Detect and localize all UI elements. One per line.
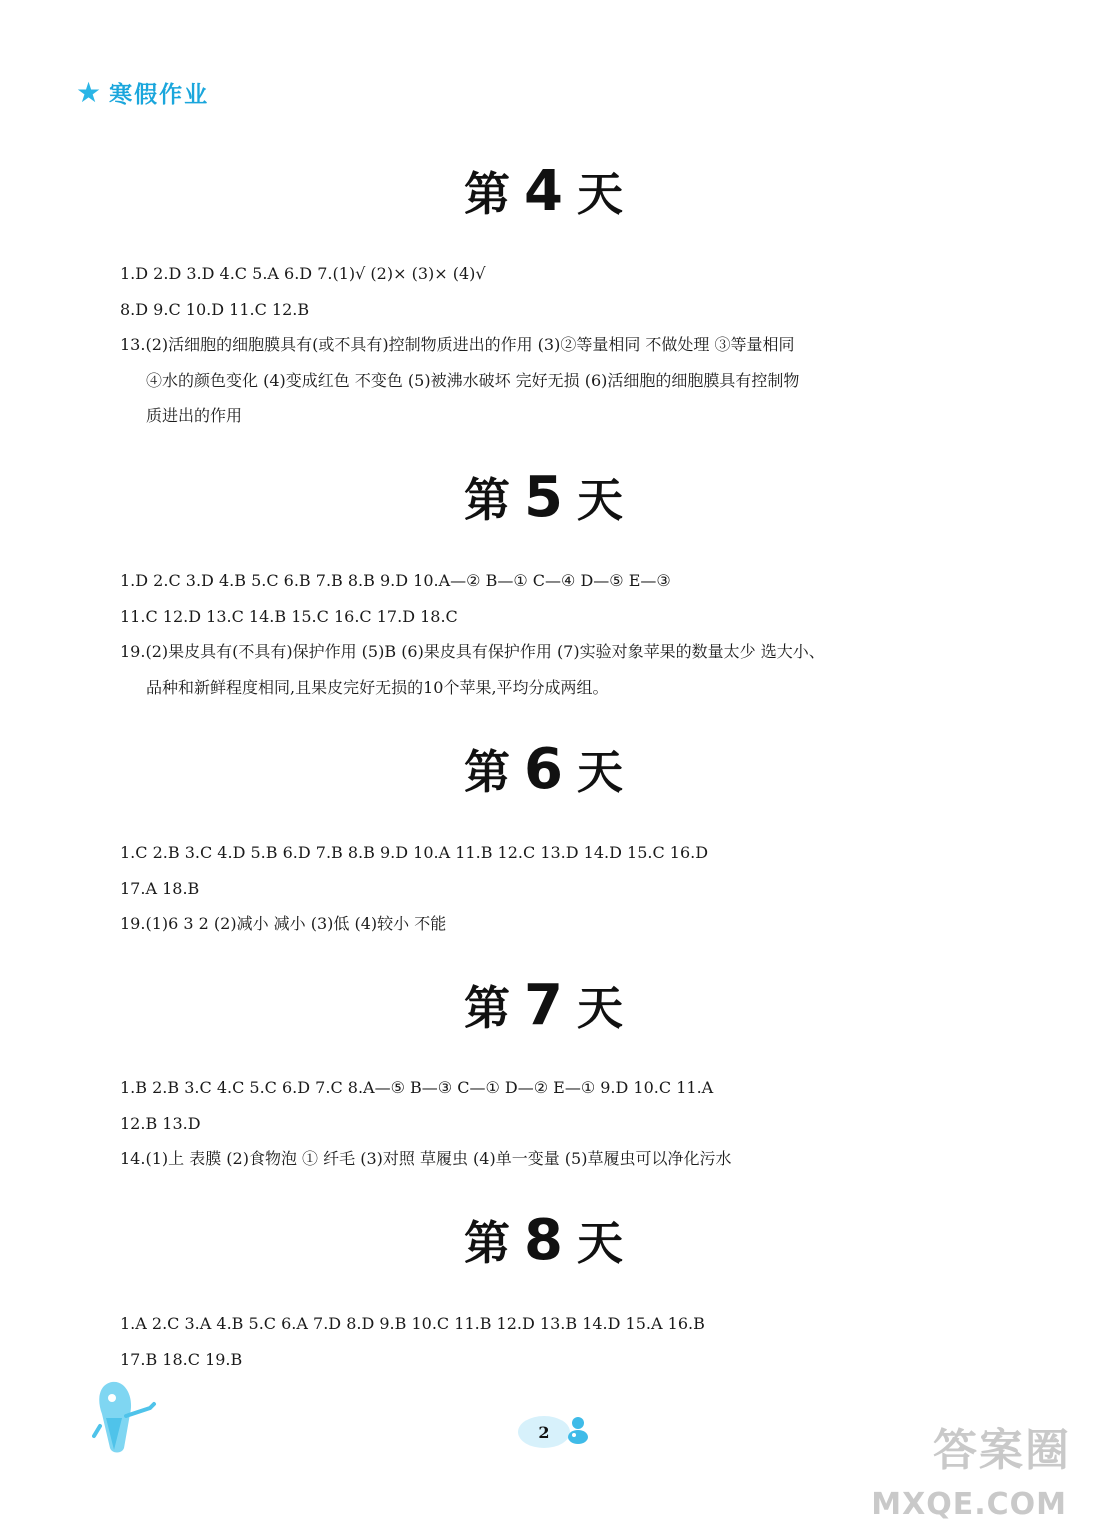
answer-line: 17.B 18.C 19.B <box>120 1349 243 1369</box>
day-7-answers <box>120 1070 990 1177</box>
answer-line: 1.B 2.B 3.C 4.C 5.C 6.D 7.C 8.A—⑤ B—③ C—① D—② E—① 9.D 10.C 11.A <box>120 1078 714 1097</box>
answer-line: 19.(2)果皮具有(不具有)保护作用 (5)B (6)果皮具有保护作用 (7)实验对象苹果的数量太少 选大小、 <box>120 642 825 661</box>
header-title: 寒假作业 <box>109 82 210 108</box>
day-5-title: 第5天 <box>464 465 637 530</box>
star-icon: ★ <box>76 75 102 109</box>
day-8-answers <box>120 1306 990 1377</box>
answer-line: 质进出的作用 <box>146 406 243 425</box>
answer-line: 1.A 2.C 3.A 4.B 5.C 6.A 7.D 8.D 9.B 10.C 11.B 12.D 13.B 14.D 15.A 16.B <box>120 1314 705 1333</box>
watermark-logo: 答案圈 <box>933 1425 1071 1476</box>
cloud-deco-icon <box>564 1413 592 1447</box>
day-4-answers <box>120 256 990 434</box>
answer-line: 8.D 9.C 10.D 11.C 12.B <box>120 299 310 319</box>
day-7-title: 第7天 <box>464 973 637 1038</box>
page-number: 2 <box>518 1412 570 1452</box>
answer-line: ④水的颜色变化 (4)变成红色 不变色 (5)被沸水破坏 完好无损 (6)活细胞的细胞膜具有控制物 <box>146 370 800 390</box>
day-8-title: 第8天 <box>464 1208 637 1273</box>
watermark-url: MXQE.COM <box>871 1487 1067 1522</box>
answer-line: 11.C 12.D 13.C 14.B 15.C 16.C 17.D 18.C <box>120 606 458 626</box>
answer-line: 19.(1)6 3 2 (2)减小 减小 (3)低 (4)较小 不能 <box>120 914 447 933</box>
answer-line: 14.(1)上 表膜 (2)食物泡 ① 纤毛 (3)对照 草履虫 (4)单一变量 (5)草履虫可以净化污水 <box>120 1149 732 1168</box>
answer-line: 品种和新鲜程度相同,且果皮完好无损的10个苹果,平均分成两组。 <box>146 677 609 697</box>
answer-line: 17.A 18.B <box>120 878 200 898</box>
day-6-answers <box>120 835 990 942</box>
answer-line: 1.C 2.B 3.C 4.D 5.B 6.D 7.B 8.B 9.D 10.A 11.B 12.C 13.D 14.D 15.C 16.D <box>120 843 709 862</box>
day-6-title: 第6天 <box>464 737 637 802</box>
pencil-mascot-icon <box>92 1378 172 1456</box>
header <box>76 76 209 109</box>
day-4-title: 第4天 <box>464 159 637 224</box>
answer-line: 12.B 13.D <box>120 1113 201 1133</box>
watermark <box>871 1414 1073 1524</box>
answer-line: 1.D 2.C 3.D 4.B 5.C 6.B 7.B 8.B 9.D 10.A—② B—① C—④ D—⑤ E—③ <box>120 571 671 590</box>
day-5-answers <box>120 563 990 705</box>
answer-line: 1.D 2.D 3.D 4.C 5.A 6.D 7.(1)√ (2)× (3)× (4)√ <box>120 264 486 283</box>
answer-line: 13.(2)活细胞的细胞膜具有(或不具有)控制物质进出的作用 (3)②等量相同 不做处理 ③等量相同 <box>120 335 795 354</box>
